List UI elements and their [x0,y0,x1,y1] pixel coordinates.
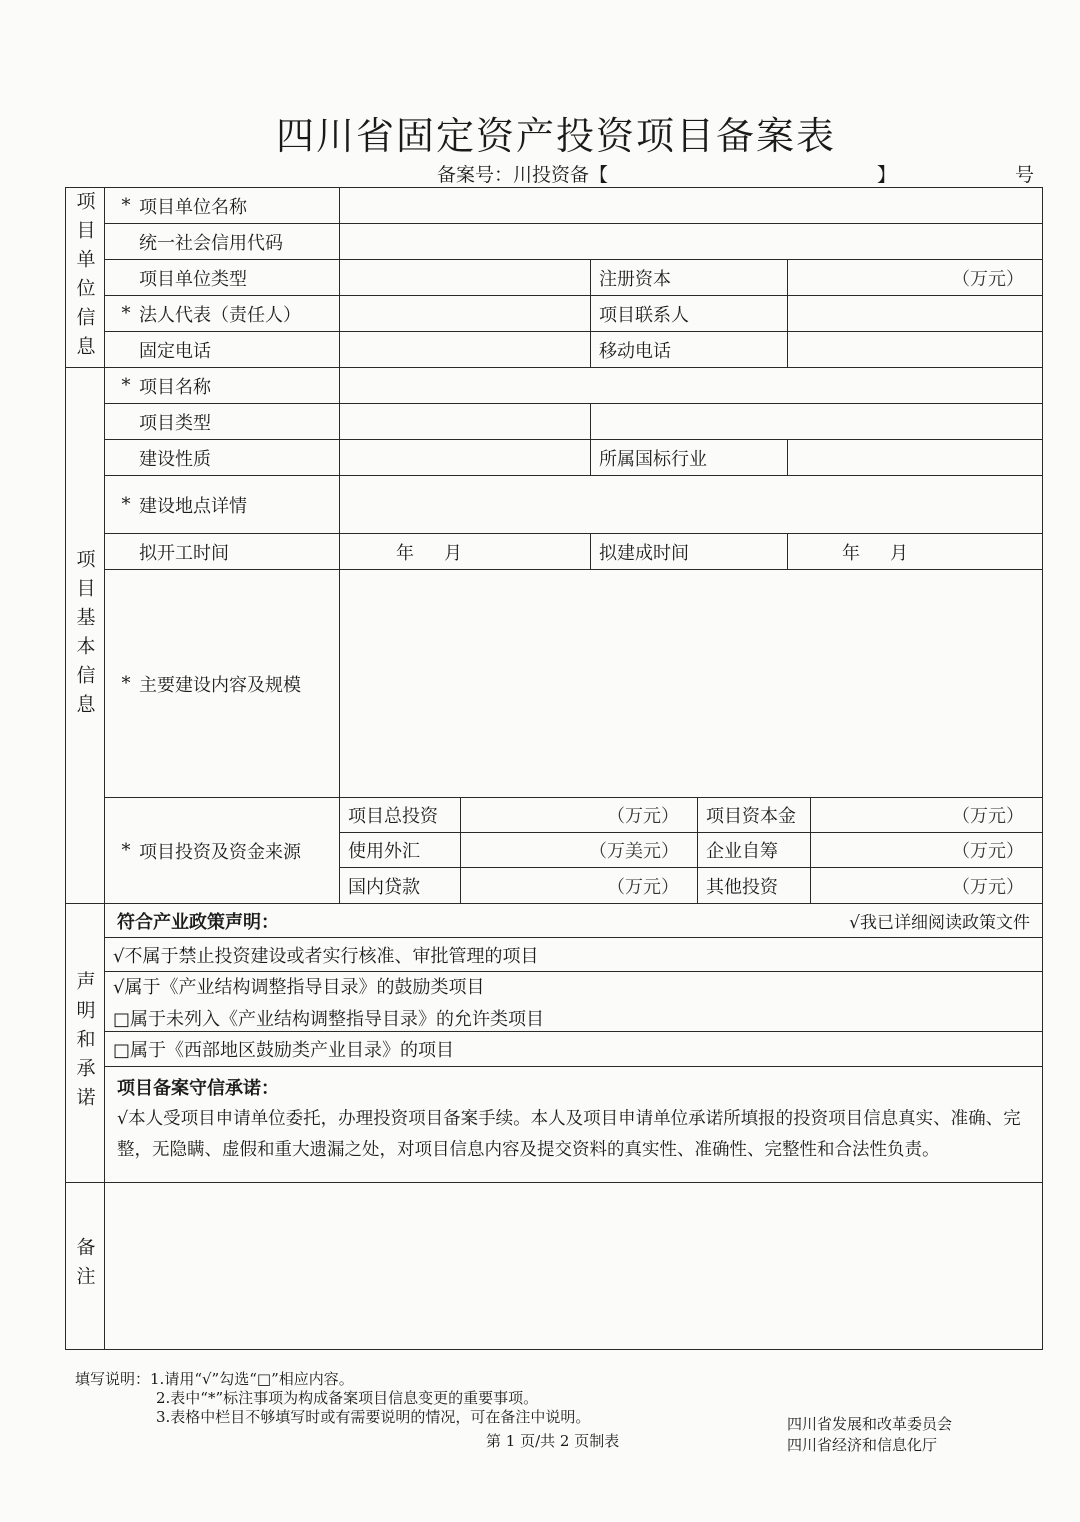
promise-check[interactable]: √本人受项目申请单位委托，办理投资项目备案手续。本人及项目申请单位承诺所填报的投资项目信息真实、准确、完整，无隐瞒、虚假和重大遗漏之处，对项目信息内容及提交资料的真实性、准确性、完整性和合法性负责。 [117,1109,1021,1160]
label-phone: 固定电话 [104,331,340,368]
label-unit-name: * 项目单位名称 [104,187,340,224]
field-other[interactable]: （万元） [810,867,1043,904]
label-total-investment: 项目总投资 [339,797,461,833]
field-self-raised[interactable]: （万元） [810,832,1043,868]
field-remarks[interactable] [104,1182,1043,1350]
label-industry: 所属国标行业 [590,439,788,476]
field-finish-time[interactable]: 年 月 [787,533,1043,570]
field-forex[interactable]: （万美元） [460,832,698,868]
label-credit-code: 统一社会信用代码 [104,223,340,260]
policy-item-western[interactable]: □属于《西部地区鼓励类产业目录》的项目 [104,1031,1043,1067]
label-forex: 使用外汇 [339,832,461,868]
field-unit-type[interactable] [339,259,591,296]
policy-item-not-prohibited[interactable]: √不属于禁止投资建设或者实行核准、审批管理的项目 [104,937,1043,972]
label-reg-capital: 注册资本 [590,259,788,296]
policy-items-catalog [104,971,1043,1032]
label-legal-rep: * 法人代表（责任人） [104,295,340,332]
label-investment: * 项目投资及资金来源 [104,797,340,904]
field-project-name[interactable] [339,367,1043,404]
label-capital: 项目资本金 [697,797,811,833]
field-contact[interactable] [787,295,1043,332]
field-credit-code[interactable] [339,223,1043,260]
section-unit-info: 项目单位信息 [65,187,105,368]
field-nature[interactable] [339,439,591,476]
field-project-type[interactable] [339,403,591,440]
label-location: * 建设地点详情 [104,475,340,534]
field-industry[interactable] [787,439,1043,476]
label-nature: 建设性质 [104,439,340,476]
label-self-raised: 企业自筹 [697,832,811,868]
section-basic-info: 项目基本信息 [65,367,105,904]
label-other: 其他投资 [697,867,811,904]
field-project-type-extra[interactable] [590,403,1043,440]
label-mobile: 移动电话 [590,331,788,368]
read-policy-check[interactable]: √我已详细阅读政策文件 [849,913,1030,933]
section-declaration: 声明和承诺 [65,903,105,1183]
field-loan[interactable]: （万元） [460,867,698,904]
label-start-time: 拟开工时间 [104,533,340,570]
policy-header-row: 符合产业政策声明： √我已详细阅读政策文件 [104,903,1043,938]
label-finish-time: 拟建成时间 [590,533,788,570]
label-loan: 国内贷款 [339,867,461,904]
policy-item-encouraged[interactable]: √属于《产业结构调整指导目录》的鼓励类项目 [113,976,485,998]
label-project-name: * 项目名称 [104,367,340,404]
field-mobile[interactable] [787,331,1043,368]
issuing-authorities: 四川省发展和改革委员会 四川省经济和信息化厅 [787,1415,953,1454]
field-reg-capital[interactable]: （万元） [787,259,1043,296]
field-phone[interactable] [339,331,591,368]
page-title: 四川省固定资产投资项目备案表 [275,114,836,158]
label-content: * 主要建设内容及规模 [104,569,340,798]
field-content[interactable] [339,569,1043,798]
label-unit-type: 项目单位类型 [104,259,340,296]
promise-block: 项目备案守信承诺： √本人受项目申请单位委托，办理投资项目备案手续。本人及项目申请单位承诺所填报的投资项目信息真实、准确、完整，无隐瞒、虚假和重大遗漏之处，对项目信息内容及提交资料的真实性、准确性、完整性和合法性负责。 [104,1066,1043,1183]
label-project-type: 项目类型 [104,403,340,440]
label-contact: 项目联系人 [590,295,788,332]
fill-instructions: 填写说明：1.请用“√”勾选“□”相应内容。 2.表中“*”标注事项为构成备案项目信息变更的重要事项。 3.表格中栏目不够填写时或有需要说明的情况，可在备注中说明。 [75,1370,591,1426]
record-number: 备案号：川投资备【 】 号 [437,164,1035,186]
field-total-investment[interactable]: （万元） [460,797,698,833]
policy-item-permitted[interactable]: □属于未列入《产业结构调整指导目录》的允许类项目 [113,1008,545,1030]
field-start-time[interactable]: 年 月 [339,533,591,570]
field-capital[interactable]: （万元） [810,797,1043,833]
field-unit-name[interactable] [339,187,1043,224]
field-legal-rep[interactable] [339,295,591,332]
field-location[interactable] [339,475,1043,534]
section-remarks: 备注 [65,1182,105,1350]
page-number: 第 1 页/共 2 页制表 [486,1432,620,1450]
